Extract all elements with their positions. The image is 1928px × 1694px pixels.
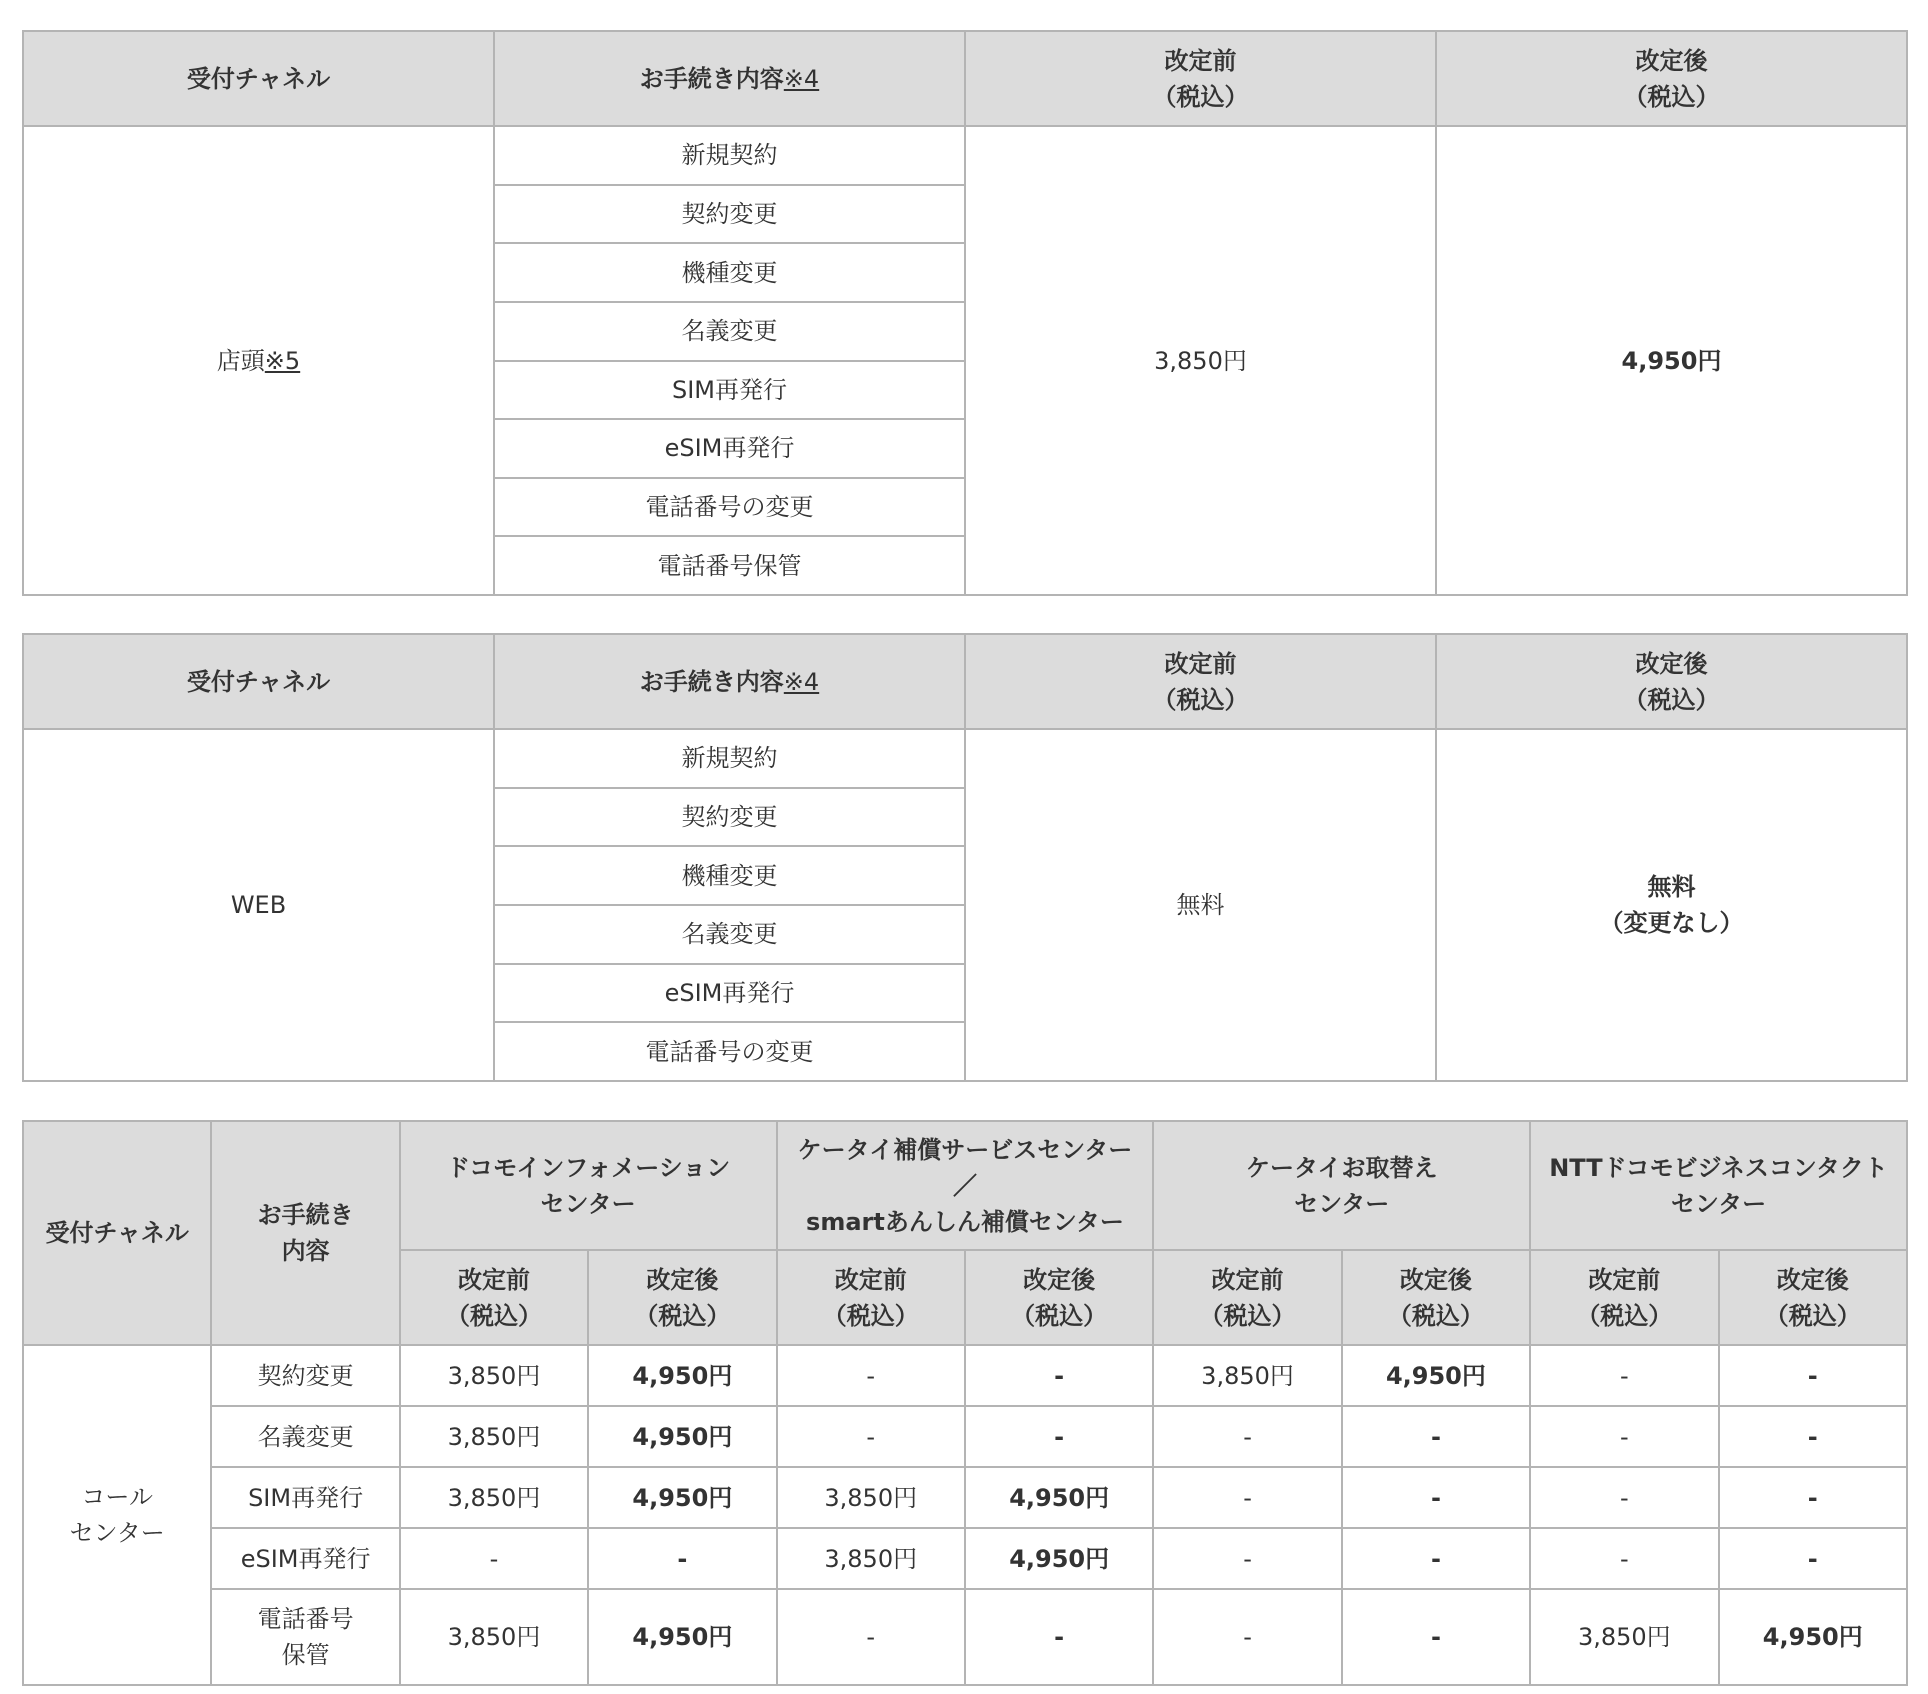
procedure-item: 新規契約: [681, 744, 778, 773]
after-header: 改定後 （税込）: [1342, 1250, 1530, 1345]
price-cell: -: [1530, 1406, 1718, 1467]
after-header: 改定後 （税込）: [1719, 1250, 1907, 1345]
table-row: [23, 1345, 1907, 1406]
price-cell: 3,850円: [777, 1528, 965, 1589]
procedure-item: 契約変更: [495, 184, 964, 243]
price-cell: -: [1719, 1467, 1907, 1528]
procedure-item: eSIM再発行: [495, 963, 964, 1022]
price-cell: 4,950円: [965, 1467, 1153, 1528]
price-cell: -: [1342, 1406, 1530, 1467]
price-cell: -: [1342, 1528, 1530, 1589]
procedure-item: eSIM再発行: [495, 418, 964, 477]
price-cell: -: [1153, 1406, 1341, 1467]
after-price-cell: 4,950円: [1436, 126, 1907, 595]
price-cell: 4,950円: [1719, 1589, 1907, 1685]
procedure-item: 電話番号保管: [495, 535, 964, 594]
before-header: 改定前 （税込）: [400, 1250, 588, 1345]
after-header: 改定後 （税込）: [965, 1250, 1153, 1345]
procedure-cell: SIM再発行: [211, 1467, 399, 1528]
note-4-link[interactable]: ※4: [783, 667, 820, 696]
table-header-row: [23, 634, 1907, 729]
procedure-cell: eSIM再発行: [211, 1528, 399, 1589]
procedure-header: お手続き内容※4: [494, 31, 965, 126]
price-cell: 3,850円: [400, 1406, 588, 1467]
procedure-item: 新規契約: [681, 141, 778, 170]
price-cell: 3,850円: [400, 1345, 588, 1406]
procedure-cell: 契約変更: [211, 1345, 399, 1406]
channel-cell: コール センター: [23, 1345, 211, 1685]
before-header: 改定前 （税込）: [1153, 1250, 1341, 1345]
table-row: [23, 1589, 1907, 1685]
table-row: [23, 1406, 1907, 1467]
procedure-list-cell: [494, 729, 965, 1081]
procedure-item: SIM再発行: [495, 360, 964, 419]
after-header: 改定後 （税込）: [588, 1250, 776, 1345]
price-cell: 4,950円: [588, 1589, 776, 1685]
shop-fee-table: [22, 30, 1908, 596]
after-header: 改定後 （税込）: [1436, 31, 1907, 126]
call-center-fee-table: [22, 1120, 1908, 1686]
channel-cell: WEB: [23, 729, 494, 1081]
price-cell: -: [1530, 1528, 1718, 1589]
keitai-otorikae-center-header: ケータイお取替え センター: [1153, 1121, 1530, 1250]
price-cell: 3,850円: [777, 1467, 965, 1528]
procedure-item: 機種変更: [495, 242, 964, 301]
procedure-item: 機種変更: [495, 845, 964, 904]
channel-header: 受付チャネル: [23, 1121, 211, 1345]
price-cell: 4,950円: [1342, 1345, 1530, 1406]
table-row: [23, 1528, 1907, 1589]
procedure-item: 電話番号の変更: [495, 1021, 964, 1080]
price-cell: -: [965, 1345, 1153, 1406]
procedure-item: 電話番号の変更: [495, 477, 964, 536]
after-header: 改定後 （税込）: [1436, 634, 1907, 729]
price-cell: 4,950円: [588, 1345, 776, 1406]
procedure-cell: 名義変更: [211, 1406, 399, 1467]
price-cell: -: [1342, 1467, 1530, 1528]
docomo-information-center-header: ドコモインフォメーション センター: [400, 1121, 777, 1250]
before-header: 改定前 （税込）: [1530, 1250, 1718, 1345]
table-header-row: [23, 31, 1907, 126]
channel-cell: 店頭※5: [23, 126, 494, 595]
price-cell: 4,950円: [588, 1406, 776, 1467]
web-fee-table: [22, 633, 1908, 1082]
price-cell: -: [400, 1528, 588, 1589]
price-cell: -: [777, 1345, 965, 1406]
price-cell: -: [1530, 1345, 1718, 1406]
procedure-item: 名義変更: [495, 301, 964, 360]
procedure-item: 名義変更: [495, 904, 964, 963]
before-header: 改定前 （税込）: [777, 1250, 965, 1345]
price-cell: -: [588, 1528, 776, 1589]
price-cell: 3,850円: [1530, 1589, 1718, 1685]
price-cell: 4,950円: [588, 1467, 776, 1528]
price-cell: 3,850円: [400, 1467, 588, 1528]
note-4-link[interactable]: ※4: [783, 64, 820, 93]
table-row: [23, 126, 1907, 595]
table-row: [23, 729, 1907, 1081]
procedure-header: お手続き 内容: [211, 1121, 399, 1345]
procedure-list-cell: [494, 126, 965, 595]
price-cell: -: [1530, 1467, 1718, 1528]
after-price-cell: 無料 （変更なし）: [1436, 729, 1907, 1081]
price-cell: -: [1153, 1467, 1341, 1528]
table-row: [23, 1467, 1907, 1528]
price-cell: 3,850円: [1153, 1345, 1341, 1406]
before-price-cell: 無料: [965, 729, 1436, 1081]
procedure-cell: 電話番号 保管: [211, 1589, 399, 1685]
price-cell: -: [777, 1589, 965, 1685]
channel-header: 受付チャネル: [23, 31, 494, 126]
before-header: 改定前 （税込）: [965, 634, 1436, 729]
procedure-item: 契約変更: [495, 787, 964, 846]
procedure-header: お手続き内容※4: [494, 634, 965, 729]
price-cell: -: [1342, 1589, 1530, 1685]
price-cell: -: [1719, 1345, 1907, 1406]
note-5-link[interactable]: ※5: [264, 346, 301, 375]
before-header: 改定前 （税込）: [965, 31, 1436, 126]
price-cell: -: [1153, 1589, 1341, 1685]
price-cell: 3,850円: [400, 1589, 588, 1685]
price-cell: -: [965, 1406, 1153, 1467]
before-price-cell: 3,850円: [965, 126, 1436, 595]
price-cell: -: [1719, 1528, 1907, 1589]
price-cell: -: [777, 1406, 965, 1467]
price-cell: -: [1719, 1406, 1907, 1467]
ntt-docomo-business-contact-center-header: NTTドコモビジネスコンタクト センター: [1530, 1121, 1907, 1250]
channel-header: 受付チャネル: [23, 634, 494, 729]
keitai-hosho-center-header: ケータイ補償サービスセンター ／ smartあんしん補償センター: [777, 1121, 1154, 1250]
table-header-row: [23, 1121, 1907, 1250]
price-cell: 4,950円: [965, 1528, 1153, 1589]
price-cell: -: [965, 1589, 1153, 1685]
price-cell: -: [1153, 1528, 1341, 1589]
